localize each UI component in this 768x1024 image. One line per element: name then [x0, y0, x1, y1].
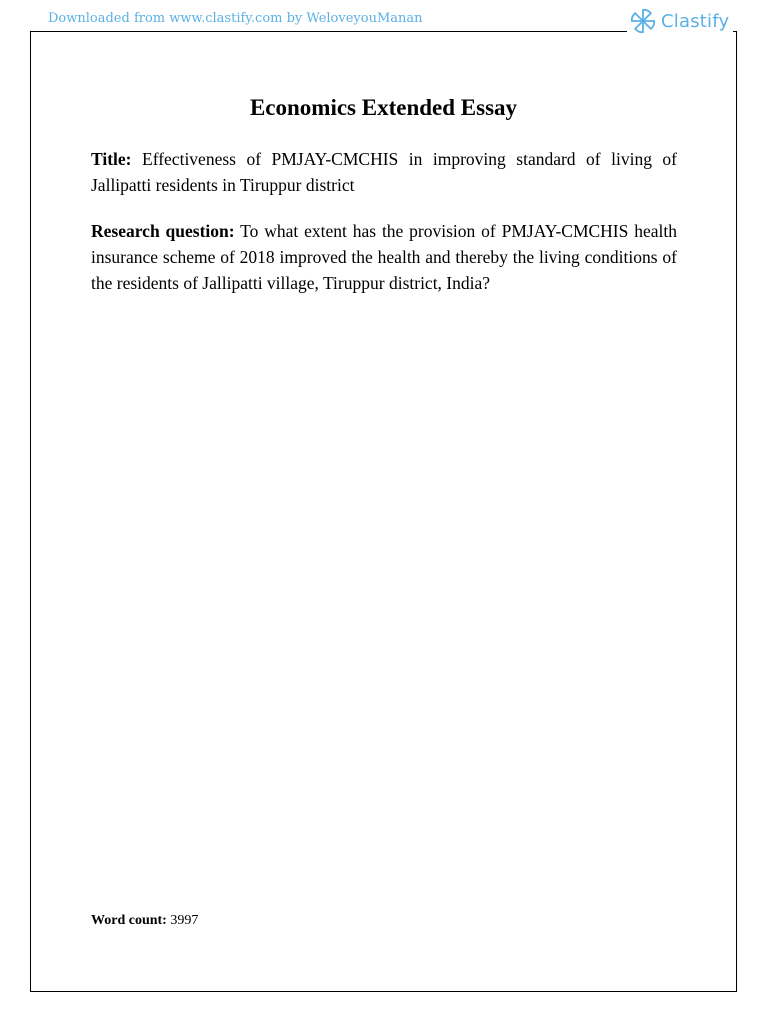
download-watermark: Downloaded from www.clastify.com by WeloveyouManan: [48, 11, 423, 26]
research-question-paragraph: [91, 218, 677, 296]
word-count-label: Word count:: [91, 913, 167, 928]
essay-heading: Economics Extended Essay: [249, 95, 518, 120]
clastify-brand[interactable]: [627, 6, 733, 36]
research-question-text: To what extent has the provision of PMJAY-CMCHIS health insurance scheme of 2018 improved the health and thereby the living conditions of the residents of Jallipatti village, Tiruppur district, India?: [91, 221, 677, 293]
clastify-logo-icon: [629, 7, 657, 35]
research-question-label: Research question:: [91, 221, 235, 241]
title-text: Effectiveness of PMJAY-CMCHIS in improving standard of living of Jallipatti residents in Tiruppur district: [91, 149, 678, 195]
brand-name: Clastify: [661, 10, 730, 32]
word-count-value: 3997: [170, 913, 199, 928]
word-count: [91, 911, 198, 931]
title-paragraph: [91, 146, 677, 198]
title-label: Title:: [91, 149, 132, 169]
